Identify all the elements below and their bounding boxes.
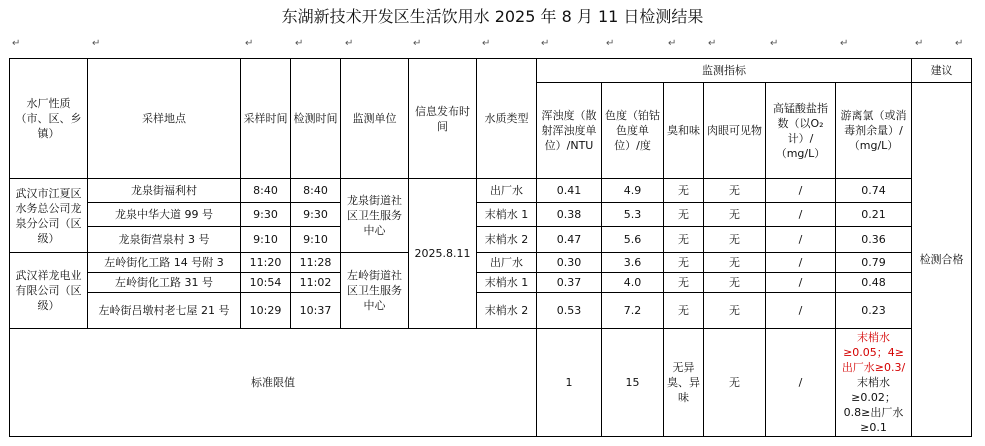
- odor-cell: 无: [664, 179, 704, 203]
- paragraph-mark: ↵: [915, 38, 924, 49]
- test-time-cell: 10:37: [291, 293, 341, 329]
- color-cell: 7.2: [602, 293, 664, 329]
- location-cell: 左岭街化工路 14 号附 3: [88, 253, 241, 273]
- visible-cell: 无: [704, 253, 766, 273]
- water-type-cell: 末梢水 1: [477, 273, 537, 293]
- kmno4-cell: /: [766, 253, 836, 273]
- location-cell: 龙泉街营泉村 3 号: [88, 227, 241, 253]
- water-type-cell: 出厂水: [477, 179, 537, 203]
- chlorine-cell: 0.79: [836, 253, 912, 273]
- table-row: [10, 273, 972, 293]
- turbidity-cell: 0.41: [537, 179, 602, 203]
- paragraph-mark: ↵: [92, 38, 101, 49]
- water-type-cell: 末梢水 2: [477, 293, 537, 329]
- limit-chlorine-red-text: 末梢水≥0.05；4≥出厂水≥0.3/: [841, 331, 906, 374]
- limit-row: [10, 329, 972, 437]
- location-cell: 左岭街吕墩村老七屋 21 号: [88, 293, 241, 329]
- location-cell: 左岭街化工路 31 号: [88, 273, 241, 293]
- sample-time-cell: 10:54: [241, 273, 291, 293]
- paragraph-mark: ↵: [345, 38, 354, 49]
- kmno4-cell: /: [766, 293, 836, 329]
- color-cell: 5.3: [602, 203, 664, 227]
- paragraph-mark: ↵: [541, 38, 550, 49]
- table-row: [10, 253, 972, 273]
- header-visible: 肉眼可见物: [704, 83, 766, 179]
- paragraph-mark: ↵: [668, 38, 677, 49]
- paragraph-mark: ↵: [295, 38, 304, 49]
- header-color: 色度（铂钴色度单位）/度: [602, 83, 664, 179]
- turbidity-cell: 0.53: [537, 293, 602, 329]
- chlorine-cell: 0.23: [836, 293, 912, 329]
- turbidity-cell: 0.47: [537, 227, 602, 253]
- header-suggestion: 建议: [912, 59, 972, 83]
- sample-time-cell: 10:29: [241, 293, 291, 329]
- test-time-cell: 9:10: [291, 227, 341, 253]
- test-time-cell: 8:40: [291, 179, 341, 203]
- paragraph-mark: ↵: [955, 38, 964, 49]
- paragraph-mark: ↵: [840, 38, 849, 49]
- location-cell: 龙泉街福利村: [88, 179, 241, 203]
- color-cell: 4.9: [602, 179, 664, 203]
- test-time-cell: 11:02: [291, 273, 341, 293]
- water-type-cell: 出厂水: [477, 253, 537, 273]
- header-monitor-unit: 监测单位: [341, 59, 409, 179]
- kmno4-cell: /: [766, 273, 836, 293]
- sample-time-cell: 9:30: [241, 203, 291, 227]
- header-chlorine: 游离氯（或消毒剂余量）/（mg/L）: [836, 83, 912, 179]
- test-time-cell: 11:28: [291, 253, 341, 273]
- table-row: [10, 227, 972, 253]
- test-time-cell: 9:30: [291, 203, 341, 227]
- color-cell: 4.0: [602, 273, 664, 293]
- limit-color-cell: 15: [602, 329, 664, 437]
- kmno4-cell: /: [766, 227, 836, 253]
- plant-cell: 武汉市江夏区水务总公司龙泉分公司（区级）: [10, 179, 88, 253]
- header-test-time: 检测时间: [291, 59, 341, 179]
- empty-paragraph-row: [0, 38, 985, 56]
- plant-cell: 武汉祥龙电业有限公司（区级）: [10, 253, 88, 329]
- header-odor: 臭和味: [664, 83, 704, 179]
- limit-chlorine-black-text: 末梢水≥0.02；0.8≥出厂水≥0.1: [843, 376, 904, 434]
- chlorine-cell: 0.74: [836, 179, 912, 203]
- limit-chlorine-cell: [836, 329, 912, 437]
- header-sample-time: 采样时间: [241, 59, 291, 179]
- table-row: [10, 293, 972, 329]
- odor-cell: 无: [664, 253, 704, 273]
- paragraph-mark: ↵: [245, 38, 254, 49]
- visible-cell: 无: [704, 227, 766, 253]
- location-cell: 龙泉中华大道 99 号: [88, 203, 241, 227]
- color-cell: 5.6: [602, 227, 664, 253]
- visible-cell: 无: [704, 293, 766, 329]
- limit-visible-cell: 无: [704, 329, 766, 437]
- monitor-unit-cell: 左岭街道社区卫生服务中心: [341, 253, 409, 329]
- page-title: 东湖新技术开发区生活饮用水 2025 年 8 月 11 日检测结果: [281, 7, 704, 26]
- limit-turbidity-cell: 1: [537, 329, 602, 437]
- chlorine-cell: 0.48: [836, 273, 912, 293]
- visible-cell: 无: [704, 203, 766, 227]
- turbidity-cell: 0.30: [537, 253, 602, 273]
- limit-odor-cell: 无异臭、异味: [664, 329, 704, 437]
- sample-time-cell: 9:10: [241, 227, 291, 253]
- paragraph-mark: ↵: [770, 38, 779, 49]
- header-turbidity: 浑浊度（散射浑浊度单位）/NTU: [537, 83, 602, 179]
- visible-cell: 无: [704, 179, 766, 203]
- color-cell: 3.6: [602, 253, 664, 273]
- paragraph-mark: ↵: [606, 38, 615, 49]
- release-date-cell: 2025.8.11: [409, 179, 477, 329]
- limit-label-cell: 标准限值: [10, 329, 537, 437]
- paragraph-mark: ↵: [413, 38, 422, 49]
- header-kmno4: 高锰酸盐指数（以O₂计）/（mg/L）: [766, 83, 836, 179]
- monitor-unit-cell: 龙泉街道社区卫生服务中心: [341, 179, 409, 253]
- turbidity-cell: 0.37: [537, 273, 602, 293]
- water-quality-table: [9, 58, 972, 437]
- sample-time-cell: 11:20: [241, 253, 291, 273]
- header-water-type: 水质类型: [477, 59, 537, 179]
- paragraph-mark: ↵: [482, 38, 491, 49]
- result-cell: 检测合格: [912, 83, 972, 437]
- water-type-cell: 末梢水 1: [477, 203, 537, 227]
- odor-cell: 无: [664, 203, 704, 227]
- odor-cell: 无: [664, 273, 704, 293]
- paragraph-mark: ↵: [708, 38, 717, 49]
- turbidity-cell: 0.38: [537, 203, 602, 227]
- odor-cell: 无: [664, 227, 704, 253]
- visible-cell: 无: [704, 273, 766, 293]
- kmno4-cell: /: [766, 203, 836, 227]
- odor-cell: 无: [664, 293, 704, 329]
- chlorine-cell: 0.21: [836, 203, 912, 227]
- header-location: 采样地点: [88, 59, 241, 179]
- water-type-cell: 末梢水 2: [477, 227, 537, 253]
- sample-time-cell: 8:40: [241, 179, 291, 203]
- header-plant-type: 水厂性质（市、区、乡镇）: [10, 59, 88, 179]
- limit-kmno4-cell: /: [766, 329, 836, 437]
- table-row: [10, 179, 972, 203]
- header-row-1: [10, 59, 972, 83]
- chlorine-cell: 0.36: [836, 227, 912, 253]
- header-indicators: 监测指标: [537, 59, 912, 83]
- kmno4-cell: /: [766, 179, 836, 203]
- header-release-time: 信息发布时间: [409, 59, 477, 179]
- paragraph-mark: ↵: [12, 38, 21, 49]
- table-row: [10, 203, 972, 227]
